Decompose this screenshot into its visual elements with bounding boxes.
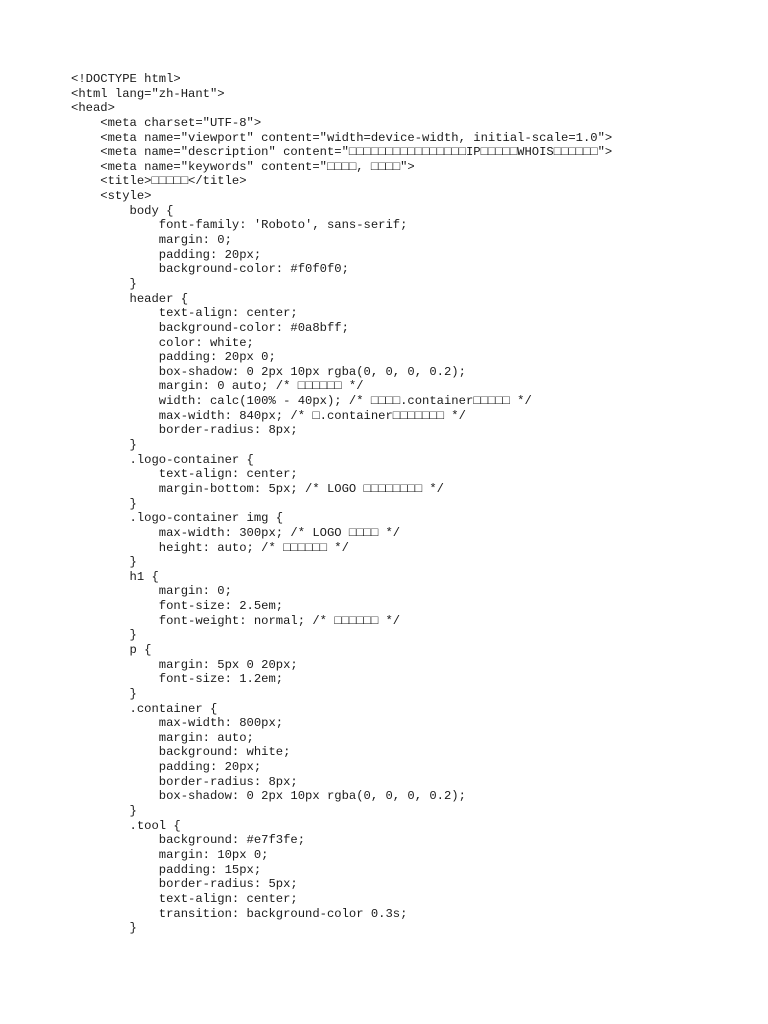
code-line: <title>□□□□□</title> <box>71 174 247 189</box>
code-line: p { <box>71 642 152 657</box>
code-line: <!DOCTYPE html> <box>71 72 181 86</box>
code-line: } <box>71 276 137 291</box>
code-line: margin: 0; <box>71 584 232 599</box>
code-line: padding: 20px 0; <box>71 350 276 365</box>
code-line: header { <box>71 291 189 306</box>
code-line: font-family: 'Roboto', sans-serif; <box>71 218 408 233</box>
code-line: font-size: 1.2em; <box>71 672 284 687</box>
code-line: font-size: 2.5em; <box>71 599 284 614</box>
code-line: margin: 0; <box>71 233 232 248</box>
code-line: } <box>71 686 137 701</box>
code-line: body { <box>71 203 174 218</box>
code-line: box-shadow: 0 2px 10px rgba(0, 0, 0, 0.2); <box>71 789 466 804</box>
code-line: background: white; <box>71 745 291 760</box>
code-line: } <box>71 921 137 936</box>
code-line: max-width: 840px; /* □.container□□□□□□□ */ <box>71 408 466 423</box>
code-line: background-color: #f0f0f0; <box>71 262 349 277</box>
code-line: max-width: 300px; /* LOGO □□□□ */ <box>71 525 401 540</box>
code-line: margin-bottom: 5px; /* LOGO □□□□□□□□ */ <box>71 481 444 496</box>
code-line: background-color: #0a8bff; <box>71 320 349 335</box>
code-line: <meta charset="UTF-8"> <box>71 115 262 130</box>
code-line: .container { <box>71 701 218 716</box>
code-line: max-width: 800px; <box>71 716 284 731</box>
code-line: height: auto; /* □□□□□□ */ <box>71 540 349 555</box>
code-line: background: #e7f3fe; <box>71 833 306 848</box>
code-line: text-align: center; <box>71 467 298 482</box>
code-line: } <box>71 628 137 643</box>
code-line: padding: 15px; <box>71 862 262 877</box>
code-line: margin: 0 auto; /* □□□□□□ */ <box>71 379 364 394</box>
code-line: margin: 5px 0 20px; <box>71 657 298 672</box>
code-line: border-radius: 8px; <box>71 423 298 438</box>
code-line: h1 { <box>71 569 159 584</box>
code-line: .logo-container { <box>71 452 254 467</box>
code-line: margin: auto; <box>71 730 254 745</box>
code-line: <meta name="viewport" content="width=device-width, initial-scale=1.0"> <box>71 130 613 145</box>
code-line: border-radius: 8px; <box>71 774 298 789</box>
code-line: } <box>71 555 137 570</box>
code-line: <meta name="description" content="□□□□□□□□□□□□□□□□IP□□□□□WHOIS□□□□□□"> <box>71 145 613 160</box>
code-line: padding: 20px; <box>71 247 262 262</box>
code-listing <box>71 72 612 936</box>
code-line: .tool { <box>71 818 181 833</box>
code-line: <style> <box>71 189 152 204</box>
code-line: margin: 10px 0; <box>71 847 269 862</box>
code-line: padding: 20px; <box>71 760 262 775</box>
code-line: <head> <box>71 101 115 116</box>
code-line: text-align: center; <box>71 891 298 906</box>
code-line: box-shadow: 0 2px 10px rgba(0, 0, 0, 0.2); <box>71 364 466 379</box>
code-line: } <box>71 804 137 819</box>
code-line: <html lang="zh-Hant"> <box>71 86 225 101</box>
code-line: .logo-container img { <box>71 511 284 526</box>
code-line: <meta name="keywords" content="□□□□, □□□□"> <box>71 159 415 174</box>
code-line: } <box>71 438 137 453</box>
code-line: transition: background-color 0.3s; <box>71 906 408 921</box>
code-line: width: calc(100% - 40px); /* □□□□.container□□□□□ */ <box>71 394 532 409</box>
code-line: color: white; <box>71 335 254 350</box>
code-line: font-weight: normal; /* □□□□□□ */ <box>71 613 401 628</box>
code-line: border-radius: 5px; <box>71 877 298 892</box>
code-line: text-align: center; <box>71 306 298 321</box>
code-line: } <box>71 496 137 511</box>
